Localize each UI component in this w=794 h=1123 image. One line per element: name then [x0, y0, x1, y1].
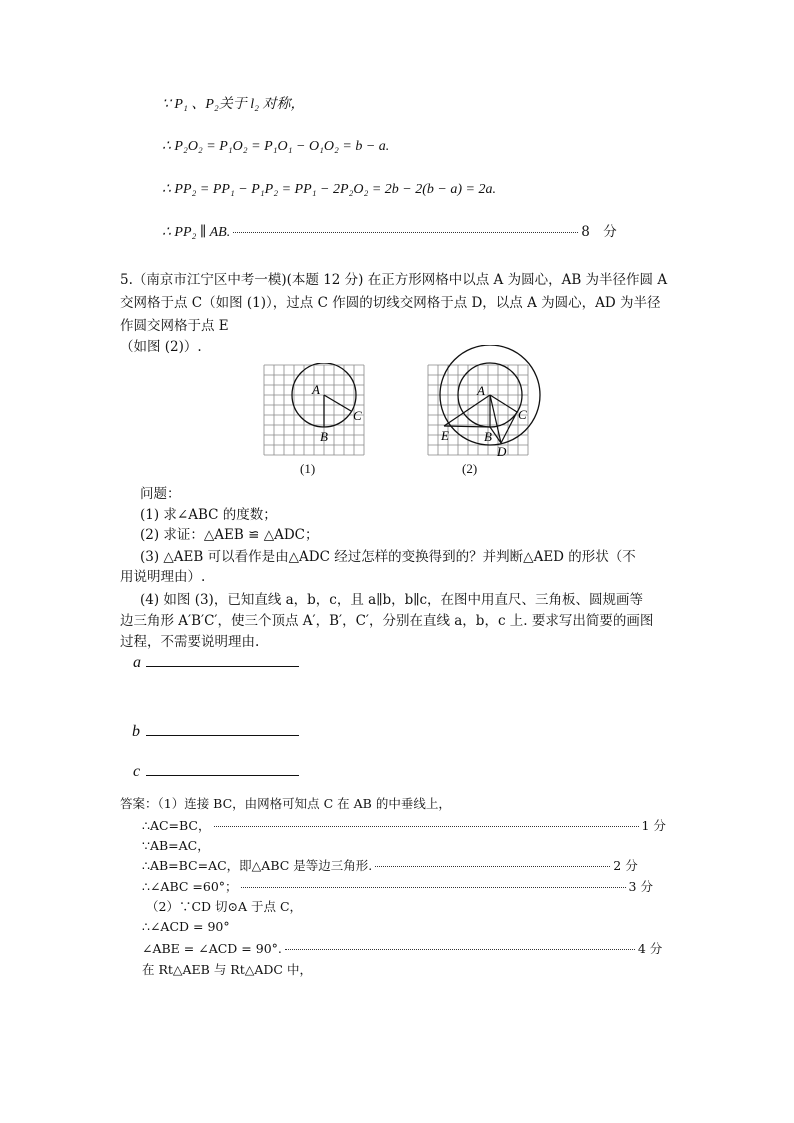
fig2-label-d: D — [497, 444, 507, 459]
line-a — [146, 666, 299, 667]
answer-line-1 — [142, 817, 666, 835]
fig2-label-c: C — [518, 407, 527, 422]
problem-intro-1: 5.（南京市江宁区中考一模)(本题 12 分) 在正方形网格中以点 A 为圆心，AB 为半径作圆 A — [120, 272, 668, 288]
answer-line-4-score: 3 分 — [628, 879, 653, 894]
fig1-label-b: B — [320, 429, 328, 444]
segment-ae — [444, 395, 490, 426]
answer-line-2: ∵AB=AC， — [142, 838, 210, 853]
proof-line-4 — [162, 223, 617, 242]
answer-line-3-score: 2 分 — [613, 858, 638, 873]
proof-line-4-text: ∴ PP₂ ∥ AB. — [162, 225, 231, 240]
figure-1 — [262, 363, 372, 467]
figure-2 — [420, 345, 550, 467]
fig2-label-a: A — [477, 383, 485, 398]
figure-2-svg — [420, 345, 550, 463]
proof-line-1: ∵ P₁ 、P₂关于 l₂ 对称， — [162, 97, 305, 112]
figure-2-caption: (2) — [462, 461, 478, 476]
proof-line-2: ∴ P₂O₂ = P₁O₂ = P₁O₁ − O₁O₂ = b − a. — [162, 139, 390, 154]
problem-intro-3: 作圆交网格于点 E — [120, 318, 229, 334]
segment-ac — [324, 395, 351, 411]
question-4-line-3: 过程，不需要说明理由. — [120, 634, 260, 650]
line-c-label: c — [133, 763, 141, 780]
figure-1-svg — [262, 363, 372, 463]
fig2-label-b: B — [484, 429, 492, 444]
fig1-label-c: C — [353, 408, 362, 423]
answer-line-6: ∴∠ACD = 90° — [142, 919, 230, 934]
question-3-line-2: 用说明理由）. — [120, 569, 206, 585]
figure-1-caption: (1) — [300, 461, 316, 476]
problem-intro-2: 交网格于点 C（如图 (1)），过点 C 作圆的切线交网格于点 D，以点 A 为圆心，AD 为半径 — [120, 295, 661, 311]
problem-intro-4: （如图 (2)）. — [120, 339, 202, 355]
answer-line-0: 答案：（1）连接 BC，由网格可知点 C 在 AB 的中垂线上， — [120, 796, 451, 811]
answer-line-7-text: ∠ABE = ∠ACD = 90°. — [142, 941, 282, 956]
line-b — [146, 735, 299, 736]
segment-ac2 — [490, 395, 517, 412]
question-4-line-1: (4) 如图 (3)，已知直线 a，b，c，且 a∥b，b∥c，在图中用直尺、三角板、圆规画等 — [140, 592, 644, 608]
answer-line-7 — [142, 940, 662, 958]
answer-line-3 — [142, 857, 638, 875]
question-1: (1) 求∠ABC 的度数； — [140, 507, 277, 523]
proof-line-4-score: 8 分 — [581, 224, 617, 240]
answer-line-5: （2）∵CD 切⊙A 于点 C， — [146, 899, 303, 914]
answer-line-8: 在 Rt△AEB 与 Rt△ADC 中， — [142, 962, 312, 977]
fig1-label-a: A — [312, 382, 320, 397]
answer-line-3-text: ∴AB=BC=AC，即△ABC 是等边三角形. — [142, 858, 373, 873]
answer-line-4-text: ∴∠ABC =60°； — [142, 879, 238, 894]
line-b-label: b — [132, 723, 140, 740]
answer-line-1-score: 1 分 — [641, 818, 666, 833]
line-a-label: a — [133, 654, 141, 671]
questions-title: 问题： — [140, 486, 181, 502]
answer-line-4 — [142, 878, 653, 896]
line-c — [146, 775, 299, 776]
answer-line-1-text: ∴AC=BC， — [142, 818, 211, 833]
fig2-label-e: E — [441, 428, 449, 443]
proof-line-3: ∴ PP₂ = PP₁ − P₁P₂ = PP₁ − 2P₂O₂ = 2b − 2(b − a) = 2a. — [162, 182, 496, 197]
question-3-line-1: (3) △AEB 可以看作是由△ADC 经过怎样的变换得到的？并判断△AED 的形状（不 — [140, 549, 636, 565]
question-4-line-2: 边三角形 A′B′C′，使三个顶点 A′，B′，C′，分别在直线 a，b，c 上. 要求写出简要的画图 — [120, 613, 654, 629]
question-2: (2) 求证：△AEB ≌ △ADC； — [140, 527, 319, 543]
answer-line-7-score: 4 分 — [637, 941, 663, 956]
